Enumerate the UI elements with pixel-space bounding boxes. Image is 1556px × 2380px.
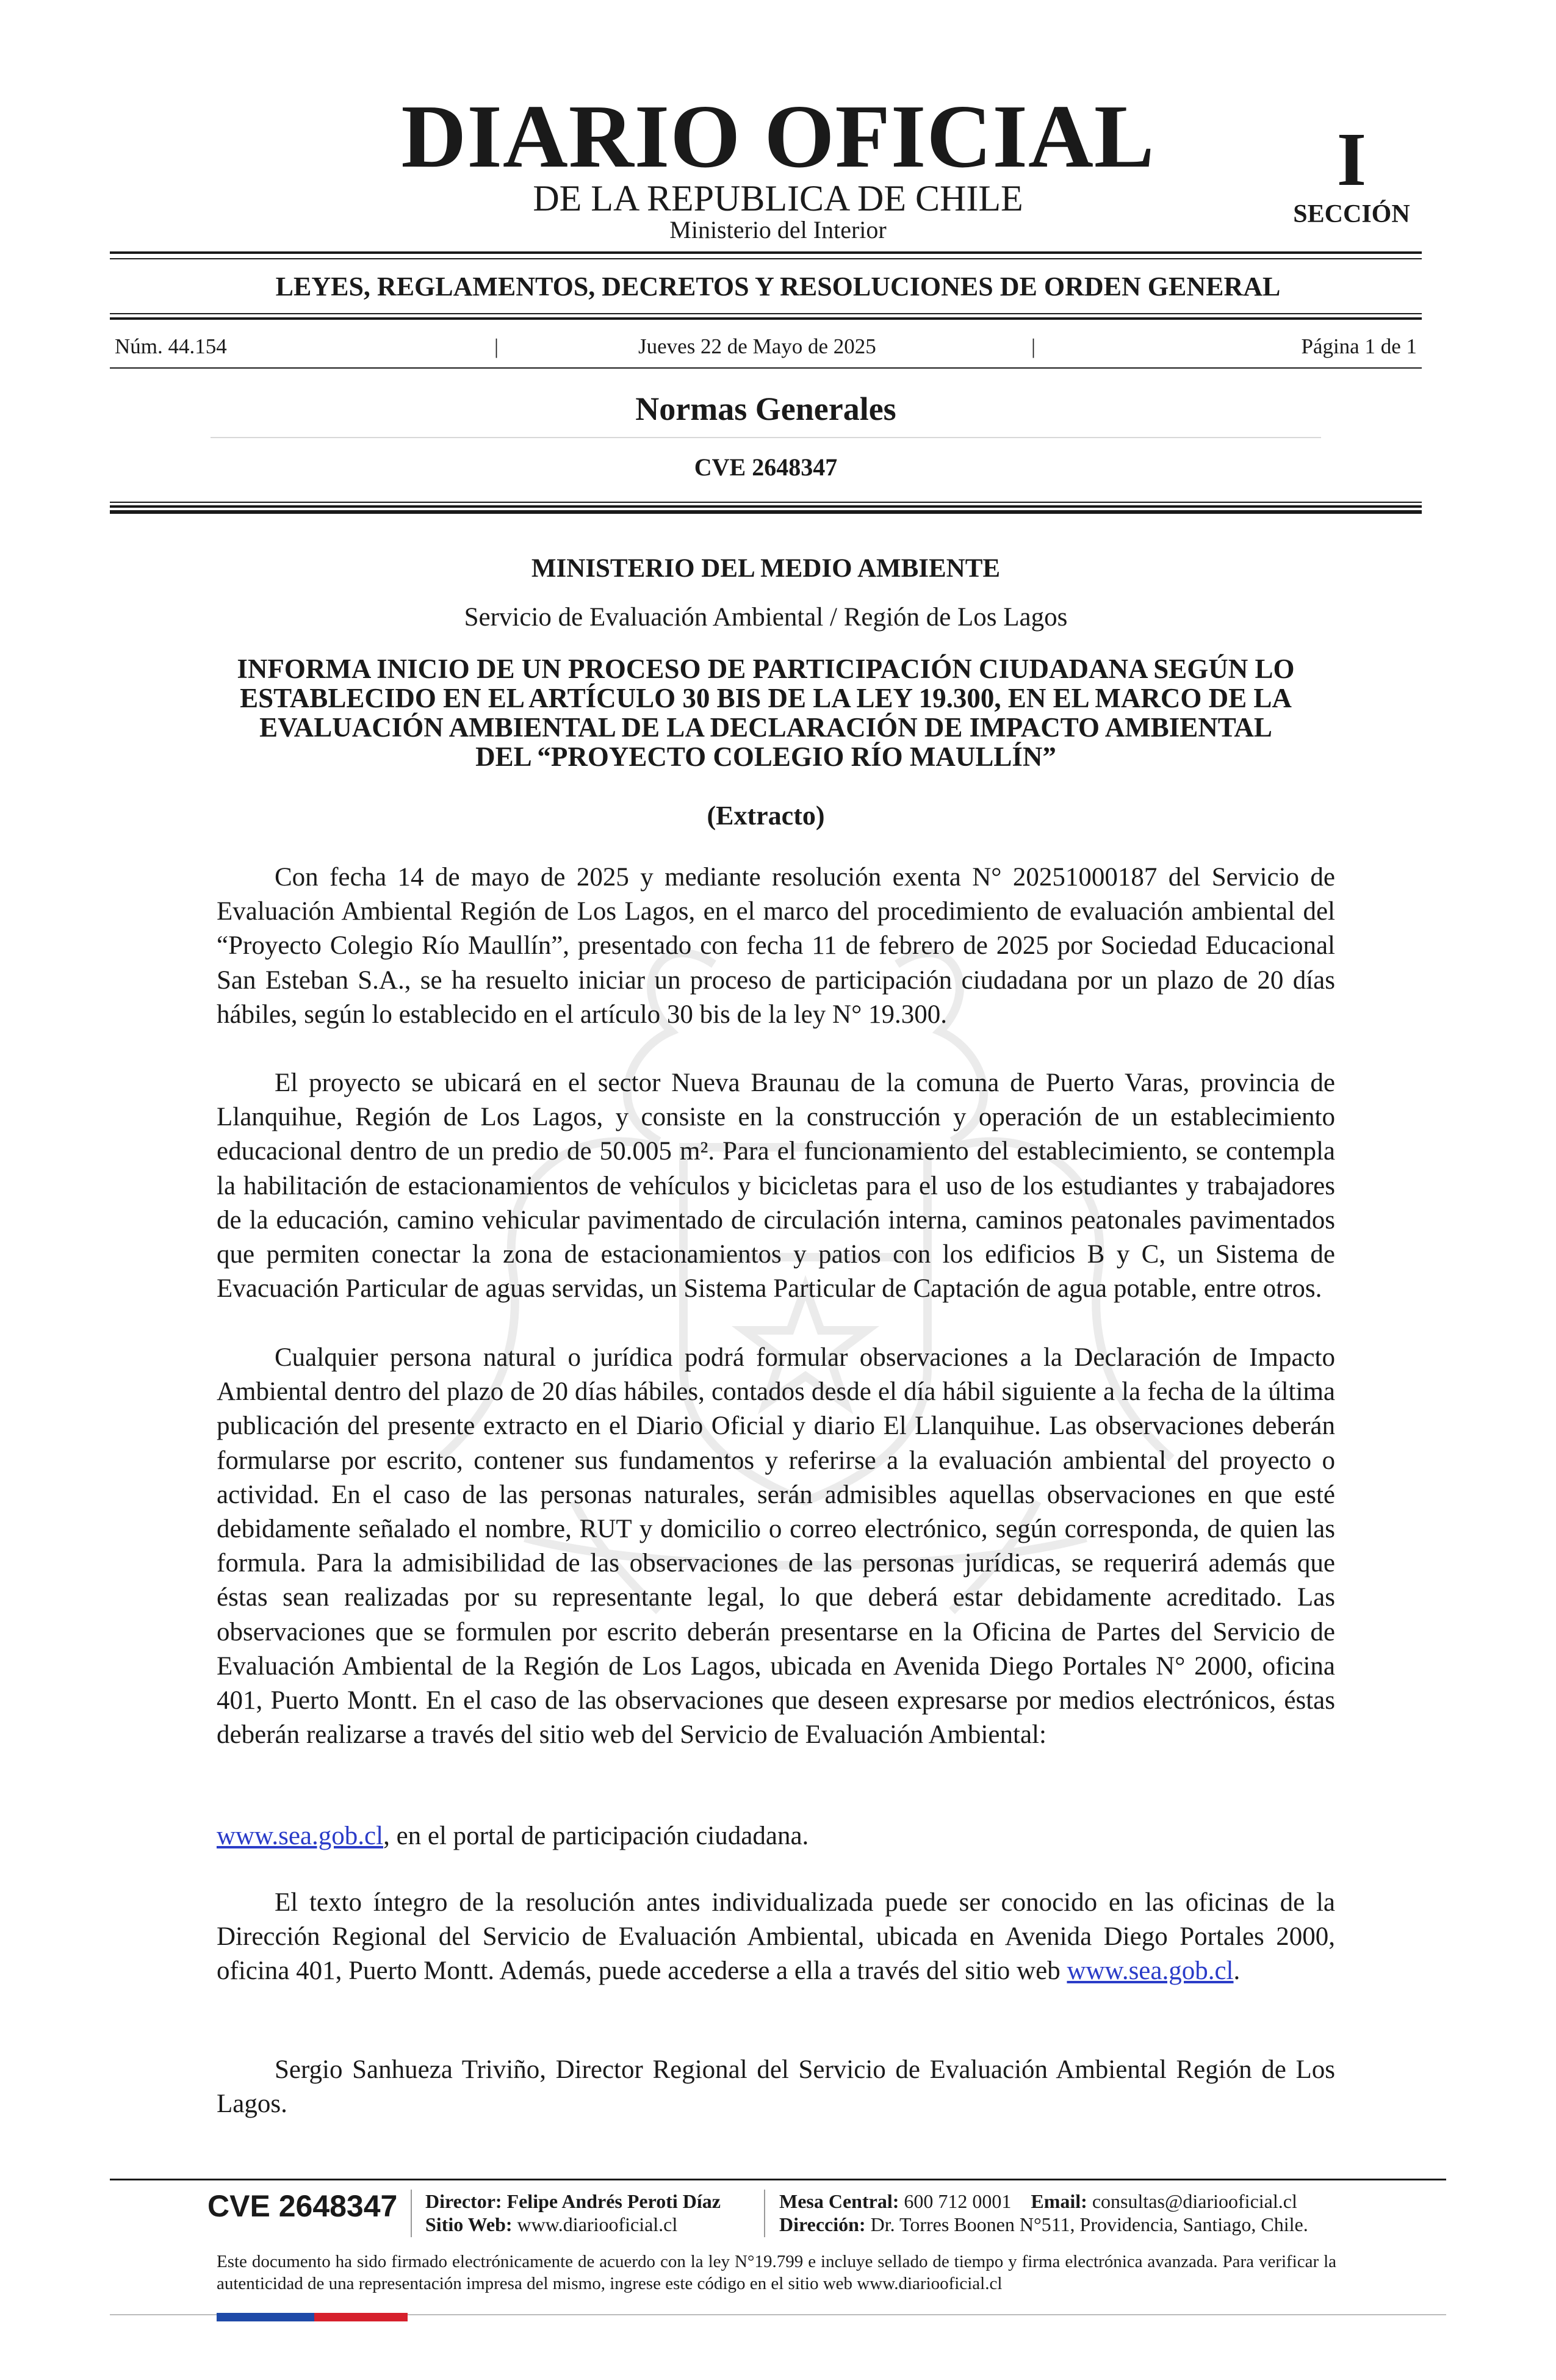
director-name: Felipe Andrés Peroti Díaz (506, 2190, 721, 2212)
site-url[interactable]: www.diariooficial.cl (517, 2213, 678, 2235)
content-rule-1 (110, 502, 1422, 503)
masthead-rule-top (110, 251, 1422, 254)
issue-rule (110, 367, 1422, 369)
link-suffix: , en el portal de participación ciudadana. (383, 1822, 809, 1850)
issue-bar (110, 334, 1422, 359)
footer-mesa-line (779, 2190, 1308, 2213)
section-title-underline (211, 437, 1321, 438)
address-value: Dr. Torres Boonen N°511, Providencia, Santiago, Chile. (870, 2213, 1308, 2235)
flag-stripe-red (314, 2313, 408, 2321)
footer-rule (110, 2179, 1446, 2180)
director-label: Director: (425, 2190, 502, 2212)
issue-separator-2: | (1031, 334, 1036, 358)
headline-line: ESTABLECIDO EN EL ARTÍCULO 30 BIS DE LA LEY 19.300, EN EL MARCO DE LA (240, 683, 1292, 713)
document-headline (183, 654, 1349, 771)
content-rule-2 (110, 505, 1422, 508)
section-label: SECCIÓN (1293, 200, 1410, 228)
section-title: Normas Generales (635, 391, 896, 427)
headline-line: EVALUACIÓN AMBIENTAL DE LA DECLARACIÓN DE IMPACTO AMBIENTAL (259, 712, 1272, 743)
headline-line: INFORMA INICIO DE UN PROCESO DE PARTICIPACIÓN CIUDADANA SEGÚN LO (237, 654, 1295, 684)
footer-director-line (425, 2190, 721, 2213)
issuing-ministry: MINISTERIO DEL MEDIO AMBIENTE (531, 554, 1001, 583)
category-heading: LEYES, REGLAMENTOS, DECRETOS Y RESOLUCIONES DE ORDEN GENERAL (275, 272, 1281, 301)
mesa-label: Mesa Central: (779, 2190, 899, 2212)
email-address[interactable]: consultas@diariooficial.cl (1092, 2190, 1297, 2212)
extract-label: (Extracto) (707, 801, 825, 831)
headline-line: DEL “PROYECTO COLEGIO RÍO MAULLÍN” (475, 741, 1056, 772)
footer-contact-block (779, 2190, 1308, 2236)
footer-separator-1 (411, 2190, 412, 2237)
mesa-phone: 600 712 0001 (904, 2190, 1012, 2212)
footer-address-line (779, 2213, 1308, 2236)
issue-separator-1: | (494, 334, 499, 358)
cve-code: CVE 2648347 (694, 453, 838, 481)
category-rule-top (110, 313, 1422, 314)
flag-stripe-blue (217, 2313, 314, 2321)
paragraph-project: El proyecto se ubicará en el sector Nueva Braunau de la comuna de Puerto Varas, provincia de Llanquihue, Región de Los Lagos, y consiste en la construcción y operación de un establecimiento educacional dentro de un predio de 50.005 m². Para el funcionamiento del establecimiento, se contempla la habilitación de estacionamientos de vehículos y bicicletas para el uso de los estudiantes y trabajadores de la educación, camino vehicular pavimentado de circulación interna, caminos peatonales pavimentados que permiten conectar la zona de estacionamientos y patios con los edificios B y C, un Sistema de Evacuación Particular de aguas servidas, un Sistema Particular de Captación de agua potable, entre otros. (217, 1069, 1335, 1304)
issue-number: Núm. 44.154 (115, 334, 227, 358)
sea-link-2[interactable]: www.sea.gob.cl (1067, 1956, 1234, 1986)
footer-signature-note: Este documento ha sido firmado electrónicamente de acuerdo con la ley N°19.799 e incluye sellado de tiempo y firma electrónica avanzada. Para verificar la autenticidad de una representación impresa del mismo, ingrese este código en el sitio web www.diariooficial.cl (217, 2252, 1336, 2293)
issue-date: Jueves 22 de Mayo de 2025 (638, 334, 876, 358)
footer-director-block (425, 2190, 721, 2236)
masthead-rule-bottom (110, 258, 1422, 259)
issue-page: Página 1 de 1 (1301, 334, 1417, 358)
full-text-period: . (1233, 1956, 1241, 1986)
paragraph-resolution: Con fecha 14 de mayo de 2025 y mediante resolución exenta N° 20251000187 del Servicio de Evaluación Ambiental Región de Los Lagos, en el marco del procedimiento de evaluación ambiental del “Proyecto Colegio Río Maullín”, presentado con fecha 11 de febrero de 2025 por Sociedad Educacional San Esteban S.A., se ha resuelto iniciar un proceso de participación ciudadana por un plazo de 20 días hábiles, según lo establecido en el artículo 30 bis de la ley N° 19.300. (217, 863, 1335, 1029)
paragraph-observations: Cualquier persona natural o jurídica podrá formular observaciones a la Declaración de Impacto Ambiental dentro del plazo de 20 días hábiles, contados desde el día hábil siguiente a la fecha de la última publicación del presente extracto en el Diario Oficial y diario El Llanquihue. Las observaciones deberán formularse por escrito, contener sus fundamentos y referirse a la evaluación ambiental del proyecto o actividad. En el caso de las personas naturales, serán admisibles aquellas observaciones en que esté debidamente señalado el nombre, RUT y domicilio o correo electrónico, según corresponda, de quien las formula. Para la admisibilidad de las observaciones de las personas jurídicas, se requerirá además que éstas sean realizadas por su representante legal, lo que deberá estar debidamente acreditado. Las observaciones que se formulen por escrito deberán presentarse en la Oficina de Partes del Servicio de Evaluación Ambiental de la Región de Los Lagos, ubicada en Avenida Diego Portales N° 2000, oficina 401, Puerto Montt. En el caso de las observaciones que deseen expresarse por medios electrónicos, éstas deberán realizarse a través del sitio web del Servicio de Evaluación Ambiental: (217, 1343, 1335, 1750)
signature: Sergio Sanhueza Triviño, Director Regional del Servicio de Evaluación Ambiental Región de Los Lagos. (217, 2055, 1335, 2119)
address-label: Dirección: (779, 2213, 866, 2235)
sea-link[interactable]: www.sea.gob.cl (217, 1822, 384, 1850)
ministry-line: Ministerio del Interior (669, 216, 887, 243)
paragraph-full-text (217, 1886, 1335, 1989)
site-label: Sitio Web: (425, 2213, 513, 2235)
category-rule-bottom (110, 317, 1422, 320)
full-text-body: El texto íntegro de la resolución antes individualizada puede ser conocido en las oficinas de la Dirección Regional del Servicio de Evaluación Ambiental, ubicada en Avenida Diego Portales 2000, oficina 401, Puerto Montt. Además, puede accederse a ella a través del sitio web (217, 1888, 1335, 1986)
link-paragraph (217, 1819, 1335, 1853)
footer-separator-2 (764, 2190, 765, 2237)
content-rule-3 (110, 510, 1422, 514)
section-number: I (1336, 118, 1367, 202)
footer-site-line (425, 2213, 721, 2236)
footer-cve: CVE 2648347 (207, 2189, 398, 2223)
newspaper-subtitle: DE LA REPUBLICA DE CHILE (533, 178, 1023, 218)
email-label: Email: (1031, 2190, 1087, 2212)
newspaper-title: DIARIO OFICIAL (401, 87, 1155, 187)
issuing-service: Servicio de Evaluación Ambiental / Región de Los Lagos (464, 603, 1068, 632)
